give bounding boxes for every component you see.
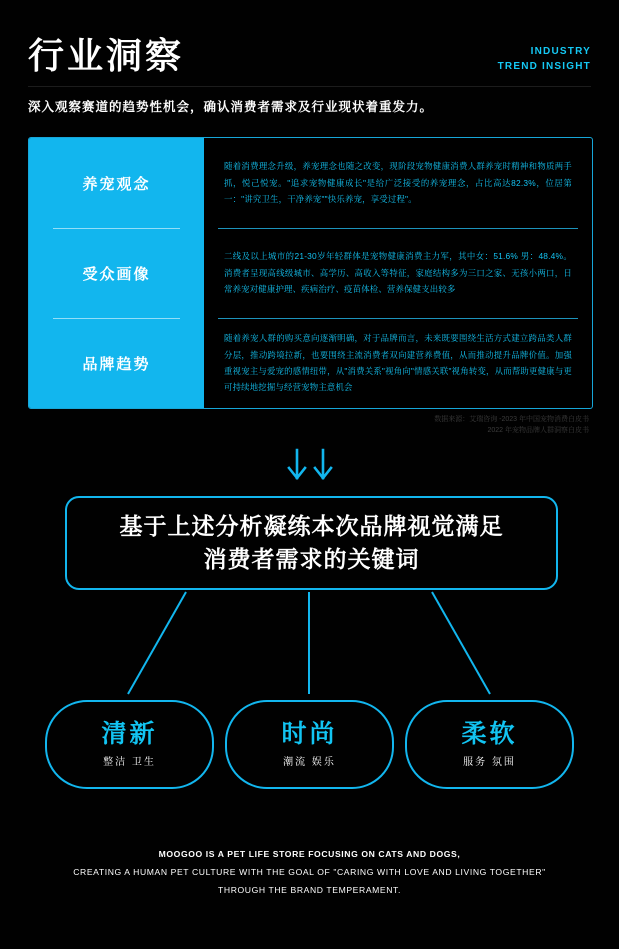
- down-arrows: [0, 448, 619, 490]
- data-source-line1: 数据来源：艾瑞咨询 -2023 年中国宠物消费白皮书: [434, 416, 589, 423]
- footer-line3: THROUGH THE BRAND TEMPERAMENT.: [218, 885, 401, 896]
- title-en-line2: TREND INSIGHT: [497, 61, 591, 72]
- page-header: [28, 30, 591, 90]
- table-row-text: 随着养宠人群的购买意向逐渐明确，对于品牌而言，未来既要围绕生活方式建立跨品类人群分层，推动跨境拉新，也要围绕主流消费者双向建营养费值，从而推动提升品牌价值。加强重视宠主与爱宠的感情纽带，从"消费关系"视角向"情感关联"视角转变，从而帮助更健康与更可持续地挖掘与经营宠物主意机会: [224, 333, 572, 393]
- keyword-word: 时尚: [281, 719, 338, 748]
- page-subtitle: 深入观察赛道的趋势性机会，确认消费者需求及行业现状着重发力。: [28, 100, 434, 114]
- page-title-english: [498, 44, 591, 74]
- footer-line2: CREATING A HUMAN PET CULTURE WITH THE GOAL OF "CARING WITH LOVE AND LIVING TOGETHER": [73, 867, 546, 878]
- data-source-note: [434, 414, 589, 436]
- table-row-label: 养宠观念: [82, 175, 151, 193]
- keyword-bubble: [225, 700, 394, 789]
- keyword-word: 柔软: [461, 719, 518, 748]
- table-row-text: 二线及以上城市的21-30岁年轻群体是宠物健康消费主力军，其中女：51.6% 男：48.4%。消费者呈现高线级城市、高学历、高收入等特征，家庭结构多为三口之家、无孩小两口，日常养宠对健康护理、疾病治疗、疫苗体检、营养保健支出较多: [224, 251, 572, 295]
- connector-lines: [0, 586, 619, 701]
- summary-banner-line1: 基于上述分析凝练本次品牌视觉满足: [119, 513, 504, 540]
- page-title: 行业洞察: [28, 35, 185, 76]
- keyword-bubble: [45, 700, 214, 789]
- table-row: [204, 138, 592, 228]
- table-row-text: 随着消费理念升级，养宠理念也随之改变，现阶段宠物健康消费人群养宠时精神和物质两手抓，悦己悦宠。"追求宠物健康成长"是给广泛接受的养宠理念，占比高达82.3%，位居第一："讲究卫生，干净养宠""快乐养宠，享受过程"。: [224, 161, 572, 205]
- summary-banner-line2: 消费者需求的关键词: [203, 546, 420, 572]
- footer-line1: MOOGOO IS A PET LIFE STORE FOCUSING ON CATS AND DOGS,: [158, 849, 461, 859]
- table-row: [204, 318, 592, 408]
- table-row: [204, 228, 592, 318]
- table-row-label: 受众画像: [29, 228, 204, 318]
- keyword-word: 清新: [101, 719, 158, 748]
- page-footer: [0, 845, 619, 899]
- keyword-bubble: [405, 700, 574, 789]
- keyword-bubbles: [45, 700, 574, 789]
- header-divider: [28, 86, 591, 87]
- insight-table: [28, 137, 593, 409]
- title-en-line1: INDUSTRY: [530, 46, 591, 57]
- keyword-subtext: 服务 氛围: [463, 757, 516, 769]
- insight-table-content: [204, 138, 592, 408]
- data-source-line2: 2022 年宠物品牌人群洞察白皮书: [487, 427, 589, 435]
- insight-table-labels: [29, 138, 204, 408]
- double-arrow-down-icon: [275, 448, 345, 490]
- keyword-subtext: 整洁 卫生: [103, 757, 156, 769]
- table-row-label: 品牌趋势: [29, 318, 204, 408]
- summary-banner: [65, 496, 558, 590]
- keyword-subtext: 潮流 娱乐: [283, 757, 336, 769]
